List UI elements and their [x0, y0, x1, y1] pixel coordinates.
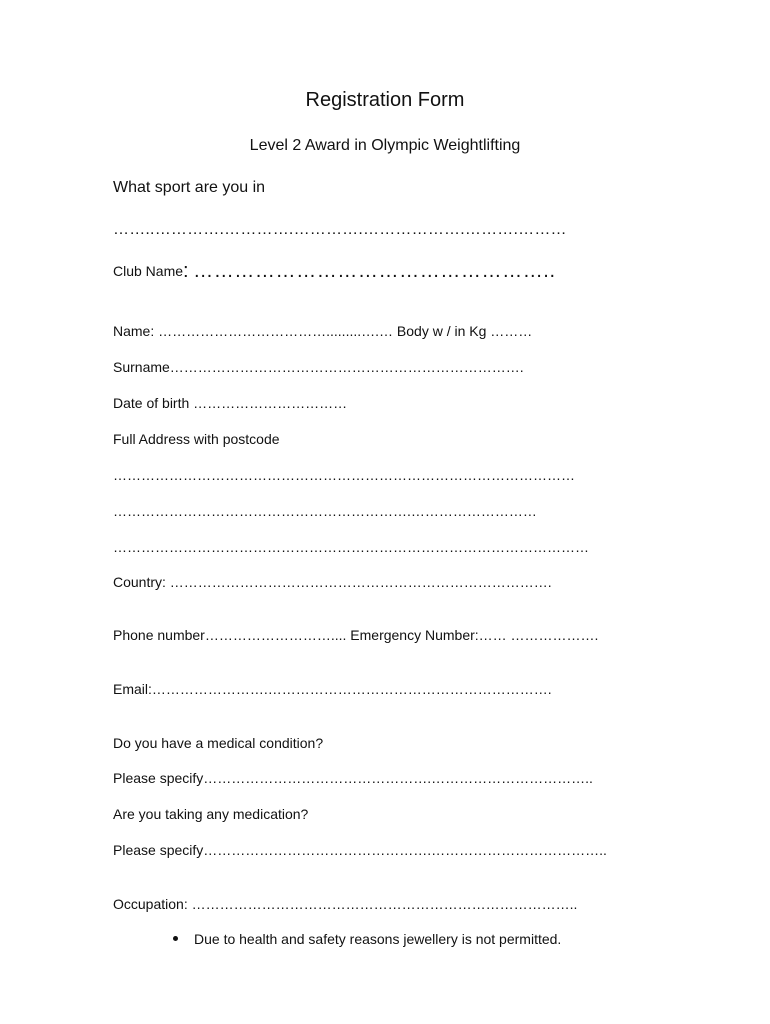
address-field-line-2[interactable]: ……………………………………………………….………………………: [113, 503, 537, 519]
club-name-colon: :: [183, 260, 190, 282]
country-field[interactable]: Country: ……………………………………………………………………….: [113, 574, 552, 590]
date-of-birth-field[interactable]: Date of birth ……………………………: [113, 395, 348, 411]
email-field[interactable]: Email:…………………….…………………………………………………….: [113, 681, 552, 697]
sport-answer-field[interactable]: ……..………….………….………….……………….……….………: [113, 221, 567, 238]
medication-specify-field[interactable]: Please specify………………………………………….………………………………..: [113, 842, 607, 858]
surname-field[interactable]: Surname………………………………………………………………….: [113, 359, 524, 375]
address-label: Full Address with postcode: [113, 431, 280, 447]
address-field-line-3[interactable]: …………………………………………………………………………………………: [113, 539, 589, 555]
jewellery-notice: [173, 930, 561, 948]
club-name-row: [113, 262, 556, 280]
address-field-line-1[interactable]: ………………………………………………………………………………………: [113, 467, 575, 483]
medical-specify-field[interactable]: Please specify………………………………………….……………………………..: [113, 770, 593, 786]
phone-emergency-field[interactable]: Phone number……………………….... Emergency Number:…… ……………….: [113, 627, 599, 643]
name-weight-field[interactable]: Name: ……………………………….........….… Body w / in Kg ………: [113, 323, 533, 339]
club-name-field[interactable]: ……………………………………………..: [193, 260, 556, 282]
bullet-icon: [173, 936, 178, 941]
occupation-field[interactable]: Occupation: ………………………………………………………………………..: [113, 896, 578, 912]
jewellery-notice-text: Due to health and safety reasons jewellery is not permitted.: [194, 931, 562, 947]
form-subtitle: Level 2 Award in Olympic Weightlifting: [249, 137, 521, 154]
medication-question: Are you taking any medication?: [113, 806, 309, 822]
medical-condition-question: Do you have a medical condition?: [113, 735, 324, 751]
form-title: Registration Form: [305, 89, 465, 111]
sport-question: What sport are you in: [113, 179, 266, 196]
club-name-label: Club Name: [113, 263, 184, 279]
